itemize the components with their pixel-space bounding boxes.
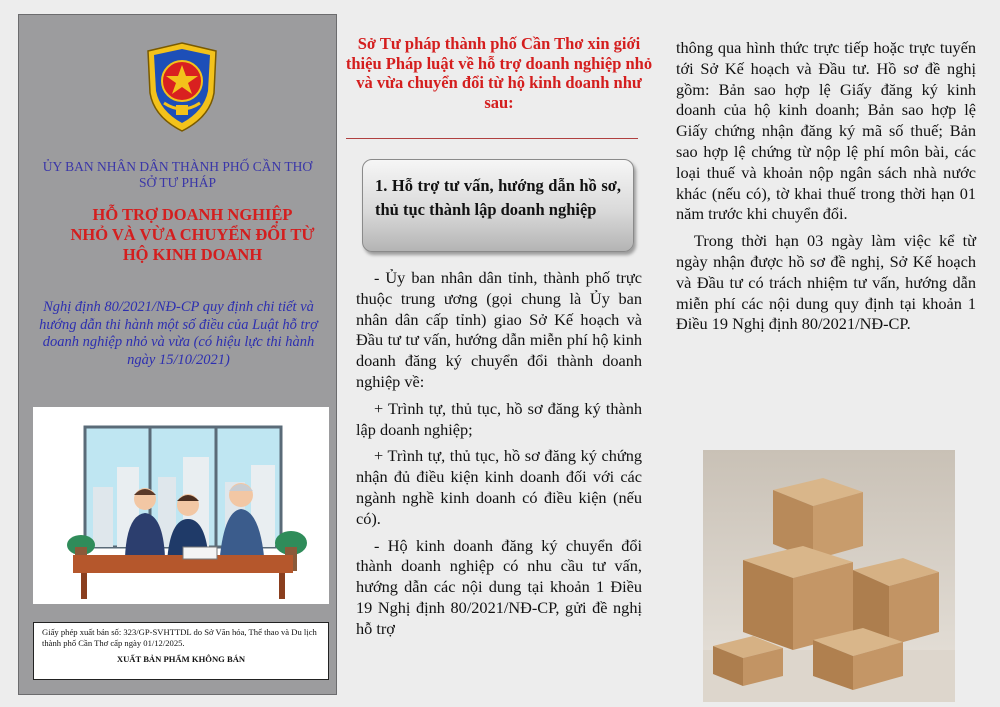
paragraph: + Trình tự, thủ tục, hồ sơ đăng ký thành lập doanh nghiệp; — [356, 398, 642, 439]
paragraph: Trong thời hạn 03 ngày làm việc kể từ ngày nhận được hồ sơ đề nghị, Sở Kế hoạch và Đầu tư có trách nhiệm tư vấn, hướng dẫn miễn phí các nội dung quy định tại khoản 1 Điều 19 Nghị định 80/2021/NĐ-CP. — [676, 231, 976, 334]
decree-reference: Nghị định 80/2021/NĐ-CP quy định chi tiết và hướng dẫn thi hành một số điều của Luật hỗ trợ doanh nghiệp nhỏ và vừa (có hiệu lực thi hành ngày 15/10/2021) — [39, 299, 318, 368]
middle-body — [356, 268, 642, 646]
title-line-2: NHỎ VÀ VỪA CHUYỂN ĐỔI TỪ — [70, 225, 315, 244]
paragraph: thông qua hình thức trực tiếp hoặc trực tuyến tới Sở Kế hoạch và Đầu tư. Hồ sơ đề nghị gồm: Bản sao hợp lệ Giấy đăng ký kinh doanh của hộ kinh doanh; Bản sao hợp lệ Giấy chứng nhận đăng ký mã số thuế; Bản sao hợp lệ chứng từ nộp lệ phí môn bài, các loại thuế và khoản nộp ngân sách nhà nước khác (nếu có), tờ khai thuế trong thời hạn 01 năm trước khi chuyển đổi. — [676, 38, 976, 224]
brochure-title — [59, 205, 326, 265]
divider-line — [346, 138, 638, 139]
paragraph: - Hộ kinh doanh đăng ký chuyển đổi thành doanh nghiệp có nhu cầu tư vấn, hướng dẫn các nội dung tại khoản 1 Điều 19 Nghị định 80/2021/NĐ-CP, gửi đề nghị hỗ trợ — [356, 535, 642, 638]
section-1-heading: 1. Hỗ trợ tư vấn, hướng dẫn hồ sơ, thủ tục thành lập doanh nghiệp — [362, 159, 634, 252]
title-line-3: HỘ KINH DOANH — [122, 245, 263, 264]
right-body — [676, 38, 976, 341]
organization-name — [19, 159, 336, 191]
title-line-1: HỖ TRỢ DOANH NGHIỆP — [92, 205, 293, 224]
org-line-2: SỞ TƯ PHÁP — [139, 175, 216, 190]
not-for-sale-label: XUẤT BẢN PHẨM KHÔNG BÁN — [116, 654, 246, 664]
intro-heading: Sở Tư pháp thành phố Cần Thơ xin giới thiệu Pháp luật về hỗ trợ doanh nghiệp nhỏ và vừa chuyển đổi từ hộ kinh doanh như sau: — [345, 34, 653, 112]
cardboard-boxes-photo — [703, 450, 955, 702]
license-text: Giấy phép xuất bản số: 323/GP-SVHTTDL do Sở Văn hóa, Thể thao và Du lịch thành phố Cần Thơ cấp ngày 01/12/2025. — [42, 627, 317, 648]
cover-panel — [18, 14, 337, 695]
business-meeting-illustration — [33, 407, 329, 604]
publication-license — [33, 622, 329, 680]
paragraph: + Trình tự, thủ tục, hồ sơ đăng ký chứng nhận đủ điều kiện kinh doanh đối với các ngành nghề kinh doanh có điều kiện (nếu có). — [356, 446, 642, 528]
org-line-1: ỦY BAN NHÂN DÂN THÀNH PHỐ CẦN THƠ — [42, 159, 313, 174]
justice-emblem-icon — [144, 41, 220, 133]
paragraph: - Ủy ban nhân dân tỉnh, thành phố trực thuộc trung ương (gọi chung là Ủy ban nhân dân cấp tỉnh) giao Sở Kế hoạch và Đầu tư tư vấn, hướng dẫn miễn phí hộ kinh doanh đăng ký chuyển đổi thành doanh nghiệp về: — [356, 268, 642, 391]
